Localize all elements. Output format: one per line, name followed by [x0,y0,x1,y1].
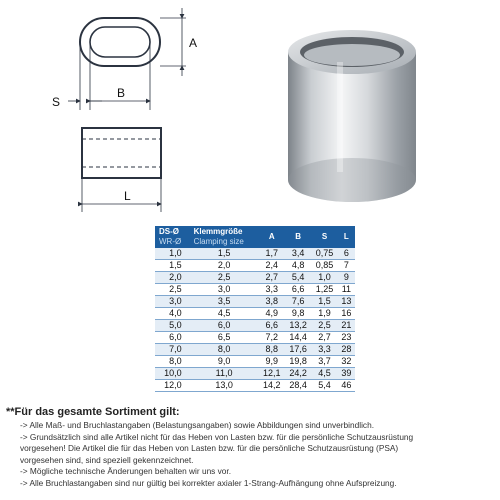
table-cell: 1,0 [311,272,337,284]
table-cell: 1,25 [311,284,337,296]
col-header-ds: DS-Ø WR-Ø [155,226,190,248]
note-line: -> Grundsätzlich sind alle Artikel nicht für das Heben von Lasten bzw. für die persönliche Schutzausrüstung [20,431,414,442]
front-view-drawing [68,8,186,110]
table-cell: 6,0 [155,332,190,344]
note-line: vorgesehen sind, sind speziell gekennzeichnet. [20,454,194,465]
table-cell: 3,3 [259,284,285,296]
dimension-label-b: B [117,86,126,100]
table-cell: 5,4 [311,380,337,392]
table-cell: 7,2 [259,332,285,344]
table-cell: 3,5 [190,296,259,308]
table-cell: 17,6 [285,344,311,356]
table-cell: 39 [338,368,355,380]
note-line: -> Alle Bruchlastangaben sind nur gültig bei korrekter axialer 1-Strang-Aufhängung ohne Aufspreizung. [20,477,397,488]
table-cell: 2,4 [259,260,285,272]
technical-drawings [0,0,500,220]
table-cell: 9,0 [190,356,259,368]
table-header-row [155,226,355,248]
table-cell: 4,8 [285,260,311,272]
table-cell: 2,7 [259,272,285,284]
table-cell: 19,8 [285,356,311,368]
col-header-clamping-size: Klemmgröße Clamping size [190,226,259,248]
table-cell: 5,4 [285,272,311,284]
col-header-s: S [311,226,337,248]
table-cell: 21 [338,320,355,332]
table-cell: 3,0 [190,284,259,296]
table-cell: 8,8 [259,344,285,356]
table-cell: 8,0 [155,356,190,368]
table-row [155,344,355,356]
table-cell: 14,2 [259,380,285,392]
table-cell: 2,7 [311,332,337,344]
table-row [155,332,355,344]
table-cell: 8,0 [190,344,259,356]
table-cell: 3,8 [259,296,285,308]
table-cell: 11,0 [190,368,259,380]
table-cell: 1,5 [190,248,259,260]
notes-section [6,406,496,490]
table-cell: 0,75 [311,248,337,260]
table-row [155,248,355,260]
table-cell: 46 [338,380,355,392]
table-cell: 32 [338,356,355,368]
table-row [155,284,355,296]
table-cell: 6,5 [190,332,259,344]
table-cell: 7,6 [285,296,311,308]
table-cell: 0,85 [311,260,337,272]
specification-table [155,226,355,392]
table-row [155,320,355,332]
table-cell: 1,7 [259,248,285,260]
table-cell: 2,5 [311,320,337,332]
dimension-label-s: S [52,95,61,109]
table-cell: 16 [338,308,355,320]
table-cell: 12,1 [259,368,285,380]
table-cell: 6,6 [259,320,285,332]
table-cell: 2,5 [190,272,259,284]
table-row [155,368,355,380]
table-cell: 28,4 [285,380,311,392]
col-header-b: B [285,226,311,248]
note-line: -> Mögliche technische Änderungen behalten wir uns vor. [20,466,232,477]
table-row [155,260,355,272]
table-cell: 4,5 [190,308,259,320]
table-cell: 9 [338,272,355,284]
side-view-drawing [82,128,161,212]
table-cell: 6,6 [285,284,311,296]
table-cell: 1,0 [155,248,190,260]
notes-list [6,420,496,490]
table-body [155,248,355,392]
table-cell: 7 [338,260,355,272]
table-cell: 12,0 [155,380,190,392]
table-cell: 2,0 [155,272,190,284]
dimension-label-a: A [189,36,198,50]
table-cell: 3,3 [311,344,337,356]
table-cell: 1,5 [311,296,337,308]
table-cell: 9,9 [259,356,285,368]
table-row [155,308,355,320]
note-line: vorgesehen! Die Artikel die für das Heben von Lasten bzw. für die persönliche Schutzausrüstung (PSA) [20,443,399,454]
table-row [155,356,355,368]
table-cell: 7,0 [155,344,190,356]
table-cell: 6,0 [190,320,259,332]
table-cell: 1,5 [155,260,190,272]
table-row [155,272,355,284]
table-cell: 10,0 [155,368,190,380]
table-cell: 13,2 [285,320,311,332]
table-cell: 4,9 [259,308,285,320]
table-cell: 4,0 [155,308,190,320]
table-cell: 6 [338,248,355,260]
col-header-l: L [338,226,355,248]
table-cell: 13,0 [190,380,259,392]
table-cell: 28 [338,344,355,356]
table-cell: 2,5 [155,284,190,296]
table-cell: 24,2 [285,368,311,380]
notes-title: **Für das gesamte Sortiment gilt: [6,406,180,418]
table-cell: 13 [338,296,355,308]
dimension-label-l: L [124,189,131,203]
product-photo [288,30,416,202]
table-cell: 5,0 [155,320,190,332]
table-row [155,380,355,392]
table-cell: 11 [338,284,355,296]
table-cell: 3,4 [285,248,311,260]
table-cell: 23 [338,332,355,344]
table-cell: 9,8 [285,308,311,320]
note-line: -> Alle Maß- und Bruchlastangaben (Belastungsangaben) sowie Abbildungen sind unverbindlich. [20,420,374,430]
table-row [155,296,355,308]
table-cell: 4,5 [311,368,337,380]
table-cell: 3,0 [155,296,190,308]
table-cell: 1,9 [311,308,337,320]
table-cell: 14,4 [285,332,311,344]
table-cell: 2,0 [190,260,259,272]
col-header-a: A [259,226,285,248]
table-cell: 3,7 [311,356,337,368]
